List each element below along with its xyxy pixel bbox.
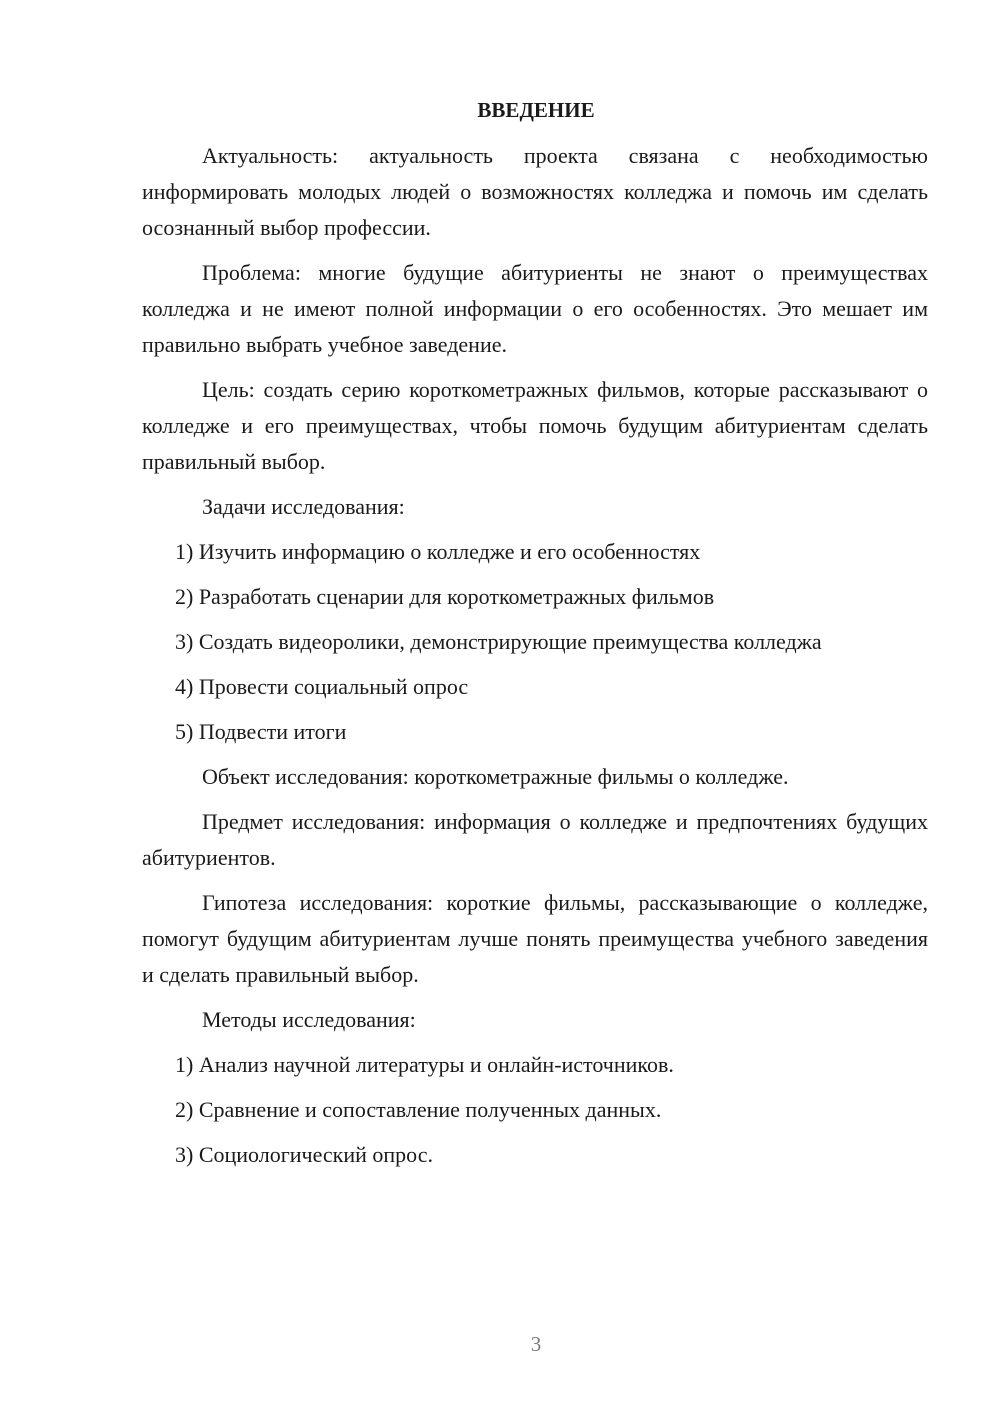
hypothesis-paragraph: Гипотеза исследования: короткие фильмы, рассказывающие о колледже, помогут будущим абитуриентам лучше понять преимущества учебного заведения и сделать правильный выбор. (142, 890, 928, 987)
problem-paragraph: Проблема: многие будущие абитуриенты не знают о преимуществах колледжа и не имеют полной информации о его особенностях. Это мешает им правильно выбрать учебное заведение. (142, 260, 928, 357)
task-item: 5) Подвести итоги (175, 719, 347, 744)
task-item: 3) Создать видеоролики, демонстрирующие преимущества колледжа (175, 629, 822, 654)
page-content (142, 95, 928, 1182)
method-item: 1) Анализ научной литературы и онлайн-источников. (175, 1052, 674, 1077)
task-item: 2) Разработать сценарии для короткометражных фильмов (175, 584, 715, 609)
methods-list (142, 1047, 928, 1173)
tasks-label: Задачи исследования: (202, 494, 405, 519)
task-item: 1) Изучить информацию о колледже и его особенностях (175, 539, 701, 564)
page-heading: ВВЕДЕНИЕ (477, 98, 595, 122)
relevance-paragraph: Актуальность: актуальность проекта связана с необходимостью информировать молодых людей о возможностях колледжа и помочь им сделать осознанный выбор профессии. (142, 143, 928, 240)
subject-paragraph: Предмет исследования: информация о колледже и предпочтениях будущих абитуриентов. (142, 809, 928, 870)
method-item: 3) Социологический опрос. (175, 1142, 433, 1167)
methods-label: Методы исследования: (202, 1007, 416, 1032)
page-number: 3 (530, 1332, 542, 1356)
method-item: 2) Сравнение и сопоставление полученных данных. (175, 1097, 662, 1122)
goal-paragraph: Цель: создать серию короткометражных фильмов, которые рассказывают о колледже и его преимуществах, чтобы помочь будущим абитуриентам сделать правильный выбор. (142, 377, 928, 474)
task-item: 4) Провести социальный опрос (175, 674, 469, 699)
tasks-list (142, 534, 928, 750)
object-paragraph: Объект исследования: короткометражные фильмы о колледже. (202, 764, 789, 789)
